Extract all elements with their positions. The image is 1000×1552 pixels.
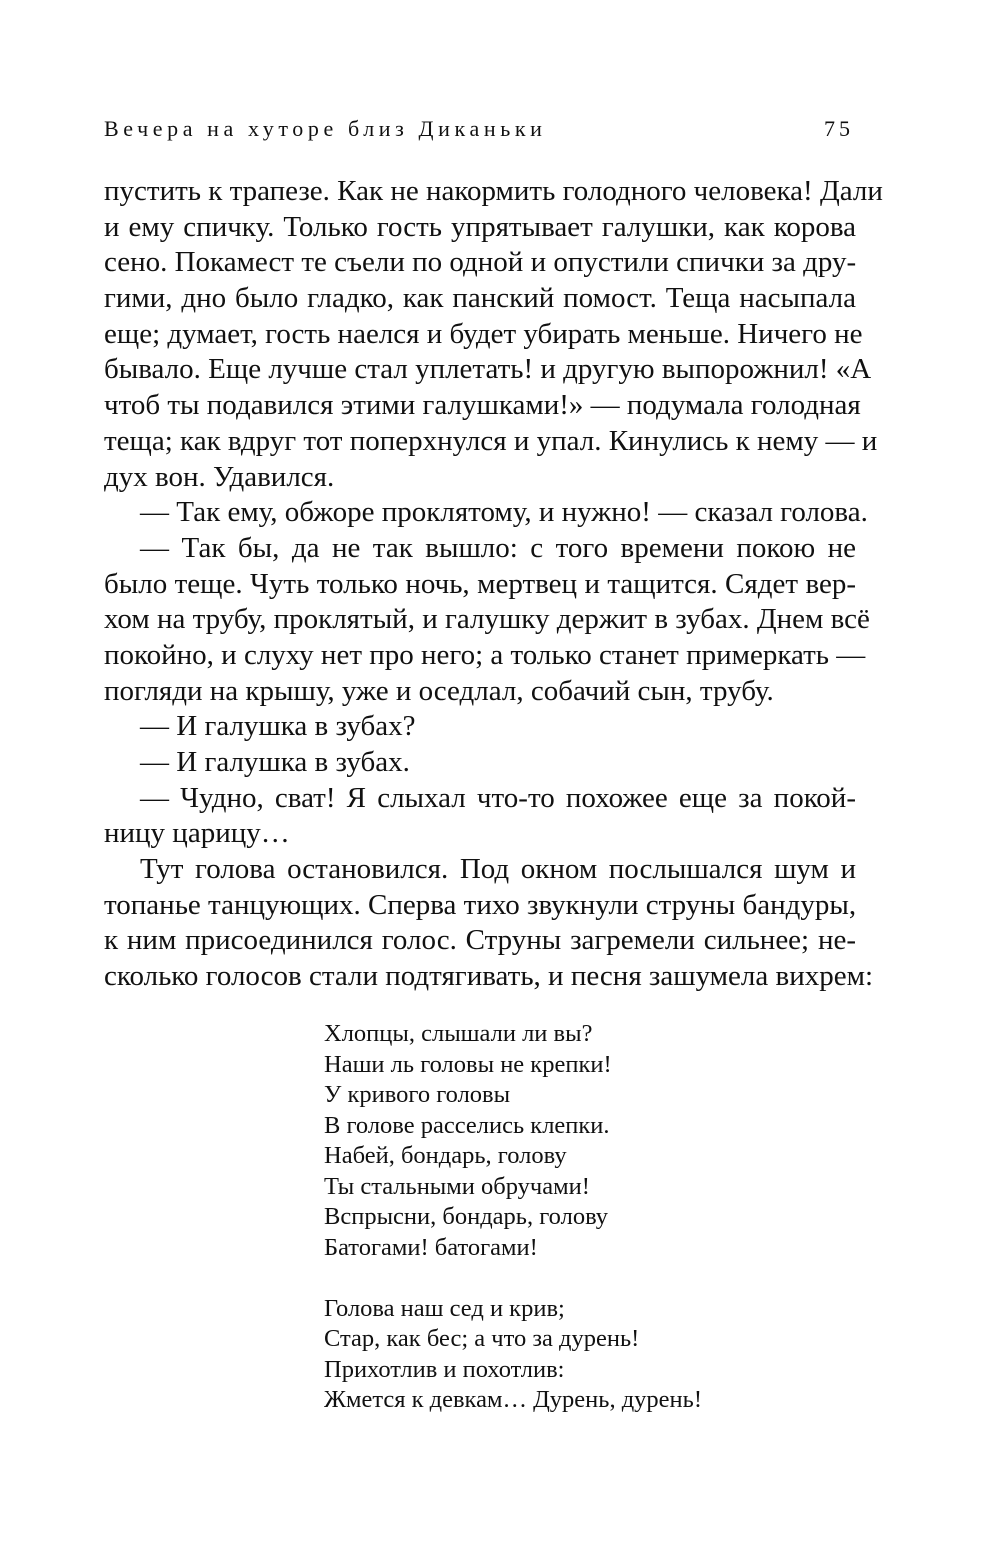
prose-line: еще; думает, гость наелся и будет убирать меньше. Ничего не: [104, 317, 863, 350]
prose-line: чтоб ты подавился этими галушками!» — подумала голодная: [104, 389, 861, 422]
dialogue-line: — Чудно, сват! Я слыхал что-то похожее еще за покой-: [140, 781, 856, 814]
prose-line: пустить к трапезе. Как не накормить голодного человека! Дали: [104, 175, 883, 207]
verse-line: Батогами! батогами!: [324, 1233, 538, 1261]
dialogue-line: — И галушка в зубах?: [140, 710, 416, 743]
prose-line: ницу царицу…: [104, 817, 290, 850]
prose-body: [104, 174, 883, 995]
prose-line: дух вон. Удавился.: [104, 460, 335, 493]
verse-line: Вспрысни, бондарь, голову: [324, 1203, 609, 1230]
dialogue-line: — Так бы, да не так вышло: с того времени покою не: [140, 531, 856, 564]
verse-line: Наши ль головы не крепки!: [324, 1050, 612, 1078]
verse-line: Прихотлив и похотлив:: [324, 1355, 565, 1383]
prose-line: гими, дно было гладко, как панский помост. Теща насыпала: [104, 282, 856, 315]
prose-line: было теще. Чуть только ночь, мертвец и тащится. Сядет вер-: [104, 567, 856, 600]
stanza-break: [324, 1263, 744, 1294]
book-title: Вечера на хуторе близ Диканьки: [104, 116, 547, 141]
song-verse: [324, 1019, 744, 1416]
prose-line: покойно, и слуху нет про него; а только станет примеркать —: [104, 638, 866, 671]
running-head: [104, 116, 854, 152]
verse-line: Стар, как бес; а что за дурень!: [324, 1325, 640, 1352]
paragraph-line: Тут голова остановился. Под окном послышался шум и: [140, 853, 856, 886]
verse-line: В голове расселись клепки.: [324, 1111, 610, 1139]
verse-line: Набей, бондарь, голову: [324, 1142, 567, 1169]
prose-line: сколько голосов стали подтягивать, и песня зашумела вихрем:: [104, 960, 873, 993]
verse-line: Голова наш сед и крив;: [324, 1294, 565, 1322]
prose-line: погляди на крышу, уже и оседлал, собачий сын, трубу.: [104, 674, 774, 707]
prose-line: к ним присоединился голос. Струны загремели сильнее; не-: [104, 924, 856, 957]
prose-line: топанье танцующих. Сперва тихо звукнули струны бандуры,: [104, 888, 857, 921]
dialogue-line: — И галушка в зубах.: [140, 746, 410, 778]
prose-line: хом на трубу, проклятый, и галушку держит в зубах. Днем всё: [104, 603, 870, 636]
verse-line: У кривого головы: [324, 1081, 511, 1108]
prose-line: сено. Покамест те съели по одной и опустили спички за дру-: [104, 246, 857, 279]
dialogue-line: — Так ему, обжоре проклятому, и нужно! — сказал голова.: [140, 496, 868, 529]
prose-line: теща; как вдруг тот поперхнулся и упал. Кинулись к нему — и: [104, 424, 878, 457]
page-number: 75: [824, 116, 854, 141]
verse-line: Жмется к девкам… Дурень, дурень!: [324, 1386, 702, 1413]
prose-line: и ему спичку. Только гость упрятывает галушки, как корова: [104, 210, 856, 243]
verse-line: Хлопцы, слышали ли вы?: [324, 1020, 593, 1047]
verse-line: Ты стальными обручами!: [324, 1172, 590, 1200]
prose-line: бывало. Еще лучше стал уплетать! и другую выпорожнил! «А: [104, 353, 872, 386]
